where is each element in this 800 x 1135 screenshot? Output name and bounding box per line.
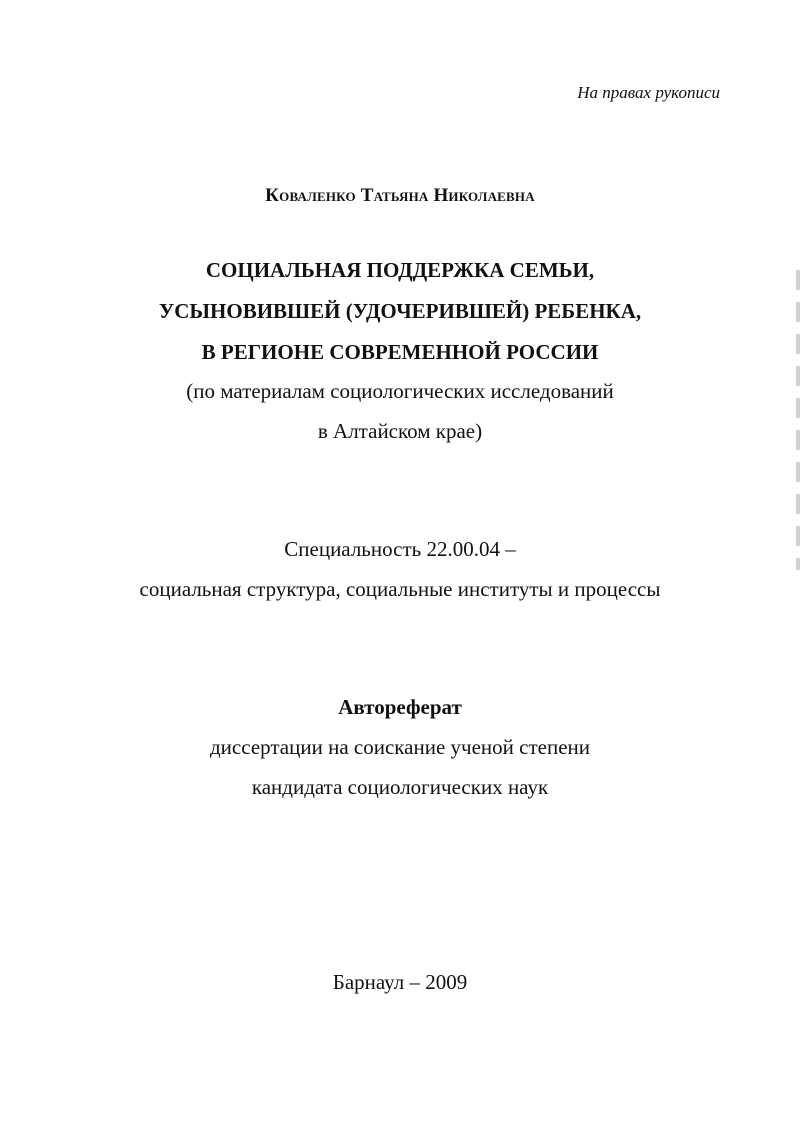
- subtitle-line-2: в Алтайском крае): [317, 419, 483, 443]
- title-line-3: В РЕГИОНЕ СОВРЕМЕННОЙ РОССИИ: [201, 340, 599, 364]
- abstract-line-1: диссертации на соискание ученой степени: [210, 735, 590, 759]
- author-name: Коваленко Татьяна Николаевна: [265, 185, 535, 206]
- abstract-heading: Автореферат: [338, 695, 462, 719]
- subtitle-line-1: (по материалам социологических исследований: [186, 379, 614, 403]
- title-line-2: УСЫНОВИВШЕЙ (УДОЧЕРИВШЕЙ) РЕБЕНКА,: [158, 299, 642, 323]
- abstract-line-2: кандидата социологических наук: [251, 775, 549, 799]
- title-line-1: СОЦИАЛЬНАЯ ПОДДЕРЖКА СЕМЬИ,: [205, 258, 595, 282]
- specialty-line-2: социальная структура, социальные институты и процессы: [139, 577, 661, 601]
- scan-edge-artifact: [796, 270, 800, 570]
- city-year: Барнаул – 2009: [332, 970, 468, 994]
- specialty-line-1: Специальность 22.00.04 –: [284, 537, 516, 561]
- manuscript-rights-note: На правах рукописи: [577, 83, 720, 102]
